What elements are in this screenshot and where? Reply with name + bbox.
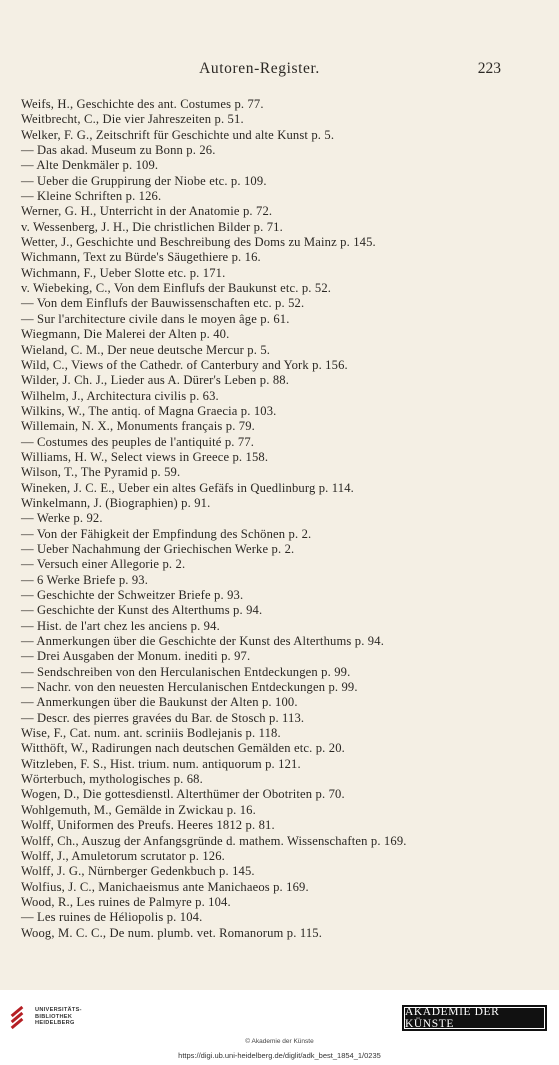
index-entry: Wiegmann, Die Malerei der Alten p. 40. <box>21 327 230 342</box>
index-entry: — Geschichte der Kunst des Alterthums p. 94. <box>21 603 263 618</box>
index-entry: — Sur l'architecture civile dans le moyen âge p. 61. <box>21 311 290 326</box>
index-entry: Wolff, J. G., Nürnberger Gedenkbuch p. 145. <box>21 864 255 879</box>
index-entry: Witzleben, F. S., Hist. trium. num. antiquorum p. 121. <box>21 756 301 771</box>
index-entry: — Anmerkungen über die Geschichte der Kunst des Alterthums p. 94. <box>21 634 385 649</box>
index-entry: — Hist. de l'art chez les anciens p. 94. <box>21 618 220 633</box>
index-entry: Wolfius, J. C., Manichaeismus ante Manichaeos p. 169. <box>21 879 309 894</box>
index-entry: — Versuch einer Allegorie p. 2. <box>21 557 186 572</box>
index-entry: Weitbrecht, C., Die vier Jahreszeiten p. 51. <box>21 112 244 127</box>
index-entry: — Anmerkungen über die Baukunst der Alten p. 100. <box>21 695 298 710</box>
index-entry: Wolff, Uniformen des Preufs. Heeres 1812 p. 81. <box>21 818 275 833</box>
index-entry: Welker, F. G., Zeitschrift für Geschichte und alte Kunst p. 5. <box>21 127 335 142</box>
index-entry: Woog, M. C. C., De num. plumb. vet. Romanorum p. 115. <box>21 925 323 940</box>
page-number: 223 <box>477 60 501 77</box>
index-entry: Wieland, C. M., Der neue deutsche Mercur p. 5. <box>21 342 271 357</box>
index-entry: Wörterbuch, mythologisches p. 68. <box>21 772 203 787</box>
index-entry: — Von der Fähigkeit der Empfindung des Schönen p. 2. <box>21 526 312 541</box>
permalink-url[interactable]: https://digi.ub.uni-heidelberg.de/diglit/adk_best_1854_1/0235 <box>178 1051 381 1060</box>
index-entry: Wilson, T., The Pyramid p. 59. <box>21 465 181 480</box>
index-entry: Weifs, H., Geschichte des ant. Costumes p. 77. <box>21 97 264 111</box>
running-title: Autoren-Register. <box>199 60 320 77</box>
index-entry: Witthöft, W., Radirungen nach deutschen Gemälden etc. p. 20. <box>21 741 345 756</box>
index-entry: — Alte Denkmäler p. 109. <box>21 158 159 173</box>
copyright-notice: © Akademie der Künste <box>245 1038 314 1045</box>
index-entry: Wichmann, F., Ueber Slotte etc. p. 171. <box>21 265 226 280</box>
viewer-footer <box>0 990 559 1065</box>
index-entry: Winkelmann, J. (Biographien) p. 91. <box>21 495 211 510</box>
index-entry: Wood, R., Les ruines de Palmyre p. 104. <box>21 894 231 909</box>
library-mark-icon <box>8 1004 30 1030</box>
akademie-badge[interactable] <box>402 1005 547 1031</box>
index-entry: — Kleine Schriften p. 126. <box>21 189 162 204</box>
index-entry: — Werke p. 92. <box>21 511 103 526</box>
index-entry: — Descr. des pierres gravées du Bar. de Stosch p. 113. <box>21 710 305 725</box>
index-entry: Wolff, Ch., Auszug der Anfangsgründe d. mathem. Wissenschaften p. 169. <box>21 833 407 848</box>
index-entry: Wilder, J. Ch. J., Lieder aus A. Dürer's Leben p. 88. <box>21 373 290 388</box>
index-entry: Wilhelm, J., Architectura civilis p. 63. <box>21 388 219 403</box>
page-header <box>0 60 559 82</box>
index-entry: — Costumes des peuples de l'antiquité p. 77. <box>21 434 255 449</box>
index-entry: — Ueber Nachahmung der Griechischen Werke p. 2. <box>21 541 295 556</box>
index-entry: Wineken, J. C. E., Ueber ein altes Gefäfs in Quedlinburg p. 114. <box>21 480 354 495</box>
index-entry: Willemain, N. X., Monuments français p. 79. <box>21 419 255 434</box>
index-entry: v. Wessenberg, J. H., Die christlichen Bilder p. 71. <box>21 219 283 234</box>
index-entry: Wogen, D., Die gottesdienstl. Alterthümer der Obotriten p. 70. <box>21 787 345 802</box>
index-entry: Wolff, J., Amuletorum scrutator p. 126. <box>21 848 225 863</box>
index-entry: Wetter, J., Geschichte und Beschreibung des Doms zu Mainz p. 145. <box>21 235 376 250</box>
index-entries <box>21 97 541 941</box>
index-entry: Wise, F., Cat. num. ant. scriniis Bodlejanis p. 118. <box>21 726 281 741</box>
index-entry: v. Wiebeking, C., Von dem Einflufs der Baukunst etc. p. 52. <box>21 281 332 296</box>
index-entry: — Sendschreiben von den Herculanischen Entdeckungen p. 99. <box>21 664 351 679</box>
index-entry: Wild, C., Views of the Cathedr. of Canterbury and York p. 156. <box>21 357 348 372</box>
index-entry: — Nachr. von den neuesten Herculanischen Entdeckungen p. 99. <box>21 680 358 695</box>
index-entry: Wichmann, Text zu Bürde's Säugethiere p. 16. <box>21 250 261 265</box>
index-entry: — Les ruines de Héliopolis p. 104. <box>21 910 203 925</box>
index-entry: — Geschichte der Schweitzer Briefe p. 93. <box>21 588 244 602</box>
akademie-badge-label: AKADEMIE DER KÜNSTE <box>404 1007 545 1029</box>
index-entry: — Das akad. Museum zu Bonn p. 26. <box>21 143 216 158</box>
index-entry: Werner, G. H., Unterricht in der Anatomie p. 72. <box>21 204 273 219</box>
index-entry: Wohlgemuth, M., Gemälde in Zwickau p. 16. <box>21 802 256 817</box>
index-entry: — 6 Werke Briefe p. 93. <box>21 572 149 587</box>
index-entry: Wilkins, W., The antiq. of Magna Graecia p. 103. <box>21 403 277 418</box>
library-logo-text: UNIVERSITÄTS- BIBLIOTHEK HEIDELBERG <box>35 1007 82 1027</box>
index-entry: — Ueber die Gruppirung der Niobe etc. p. 109. <box>21 173 267 188</box>
index-entry: Williams, H. W., Select views in Greece p. 158. <box>21 449 269 464</box>
index-entry: — Drei Ausgaben der Monum. inediti p. 97. <box>21 649 251 664</box>
university-library-logo[interactable] <box>8 1002 128 1032</box>
index-entry: — Von dem Einflufs der Bauwissenschaften etc. p. 52. <box>21 296 305 311</box>
